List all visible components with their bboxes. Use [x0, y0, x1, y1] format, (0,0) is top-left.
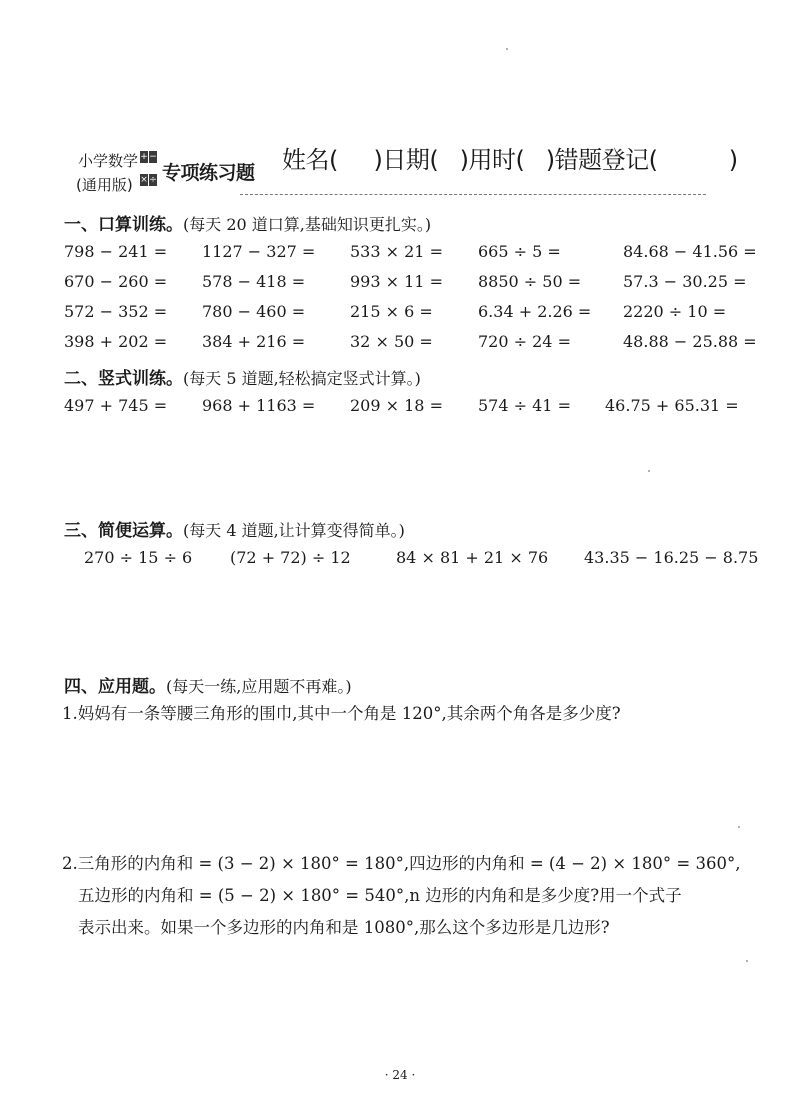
section1-note: (每天 20 道口算,基础知识更扎实。)	[183, 215, 432, 234]
section2-heading	[64, 364, 421, 389]
problem-4-4: 720 ÷ 24 =	[478, 332, 571, 351]
problem-1-3: 533 × 21 =	[350, 242, 443, 261]
simplify-problem-3: 84 × 81 + 21 × 76	[396, 548, 549, 567]
header-divider	[240, 194, 706, 195]
problem-2-5: 57.3 − 30.25 =	[623, 272, 747, 291]
minus-icon: −	[149, 152, 157, 162]
divide-icon: ÷	[149, 175, 157, 185]
problem-4-3: 32 × 50 =	[350, 332, 433, 351]
page-number: · 24 ·	[384, 1068, 416, 1082]
word-problem-1: 1.妈妈有一条等腰三角形的围巾,其中一个角是 120°,其余两个角各是多少度?	[62, 704, 621, 723]
vertical-problem-2: 968 + 1163 =	[202, 396, 316, 415]
problem-3-5: 2220 ÷ 10 =	[623, 302, 727, 321]
problem-1-5: 84.68 − 41.56 =	[623, 242, 757, 261]
operator-icons	[140, 151, 158, 187]
problem-3-2: 780 − 460 =	[202, 302, 306, 321]
vertical-problem-5: 46.75 + 65.31 =	[605, 396, 739, 415]
times-icon: ×	[140, 175, 148, 185]
section1-title: 一、口算训练。	[64, 215, 183, 235]
vertical-problem-4: 574 ÷ 41 =	[478, 396, 571, 415]
section2-note: (每天 5 道题,轻松搞定竖式计算。)	[183, 369, 421, 388]
problem-3-4: 6.34 + 2.26 =	[478, 302, 592, 321]
problem-2-4: 8850 ÷ 50 =	[478, 272, 582, 291]
problem-4-2: 384 + 216 =	[202, 332, 306, 351]
problem-1-2: 1127 − 327 =	[202, 242, 316, 261]
student-info-fields: 姓名( )日期( )用时( )错题登记( )	[282, 146, 738, 174]
problem-3-1: 572 − 352 =	[64, 302, 168, 321]
section3-note: (每天 4 道题,让计算变得简单。)	[183, 521, 405, 540]
problem-1-1: 798 − 241 =	[64, 242, 168, 261]
vertical-problem-3: 209 × 18 =	[350, 396, 443, 415]
word-problem-2-line3: 表示出来。如果一个多边形的内角和是 1080°,那么这个多边形是几边形?	[78, 918, 610, 937]
problem-2-2: 578 − 418 =	[202, 272, 306, 291]
section1-heading	[64, 210, 431, 235]
scan-speck	[648, 470, 650, 472]
scan-speck	[738, 826, 740, 828]
problem-4-1: 398 + 202 =	[64, 332, 168, 351]
simplify-problem-4: 43.35 − 16.25 − 8.75	[584, 548, 759, 567]
scan-speck	[506, 48, 508, 50]
word-problem-2-line2: 五边形的内角和 = (5 − 2) × 180° = 540°,n 边形的内角和是多少度?用一个式子	[78, 886, 682, 905]
logo-line2: (通用版)	[76, 176, 133, 194]
logo-line1: 小学数学	[78, 152, 139, 170]
scan-speck	[746, 960, 748, 962]
section3-title: 三、简便运算。	[64, 521, 183, 541]
problem-1-4: 665 ÷ 5 =	[478, 242, 561, 261]
problem-3-3: 215 × 6 =	[350, 302, 433, 321]
plus-icon: +	[140, 152, 148, 162]
series-title: 专项练习题	[162, 162, 255, 184]
vertical-problem-1: 497 + 745 =	[64, 396, 168, 415]
simplify-problem-2: (72 + 72) ÷ 12	[230, 548, 351, 567]
problem-2-1: 670 − 260 =	[64, 272, 168, 291]
problem-4-5: 48.88 − 25.88 =	[623, 332, 757, 351]
section4-note: (每天一练,应用题不再难。)	[166, 677, 352, 696]
simplify-problem-1: 270 ÷ 15 ÷ 6	[84, 548, 193, 567]
problem-2-3: 993 × 11 =	[350, 272, 443, 291]
word-problem-2-line1: 2.三角形的内角和 = (3 − 2) × 180° = 180°,四边形的内角和 = (4 − 2) × 180° = 360°,	[62, 854, 741, 873]
section4-title: 四、应用题。	[64, 677, 166, 697]
section3-heading	[64, 516, 405, 541]
section2-title: 二、竖式训练。	[64, 369, 183, 389]
section4-heading	[64, 672, 352, 697]
